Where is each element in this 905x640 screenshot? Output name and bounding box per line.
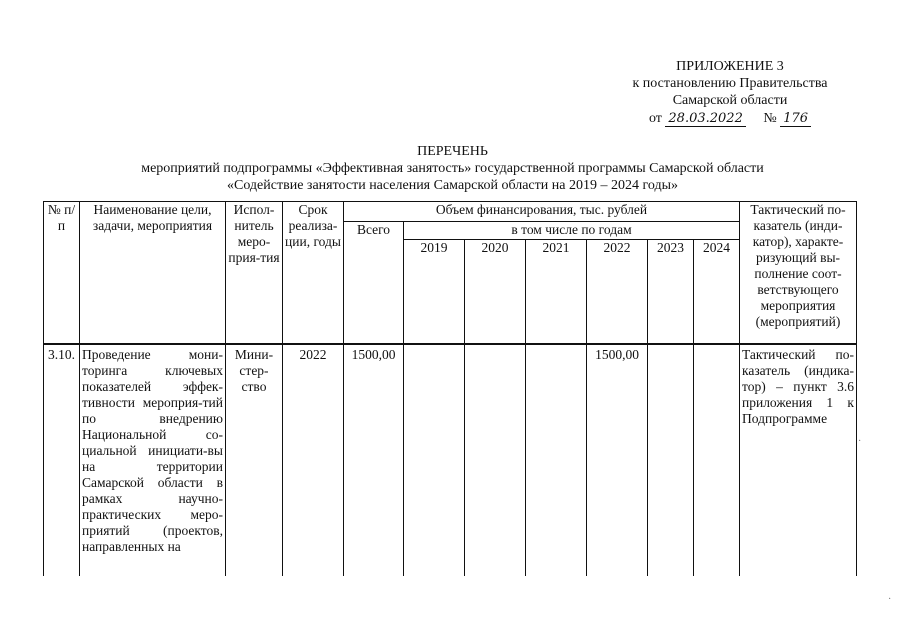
header-total: Всего: [344, 222, 404, 344]
header-term: Срок реализа-ции, годы: [283, 202, 344, 344]
header-year-2019: 2019: [404, 240, 465, 344]
appendix-title: ПРИЛОЖЕНИЕ 3: [676, 59, 784, 74]
row-2020: [465, 344, 526, 576]
date-prefix: от: [648, 111, 662, 126]
row-executor: Мини-стер-ство: [226, 344, 283, 576]
header-year-2020: 2020: [465, 240, 526, 344]
appendix-date-line: [580, 110, 880, 127]
row-2021: [526, 344, 587, 576]
header-year-2023: 2023: [648, 240, 694, 344]
header-num: № п/п: [44, 202, 80, 344]
row-name: Проведение мони-торинга ключевых показателей эффек-тивности мероприя-тий по внедрению Национальной со-циальной инициати-вы на территории Самарской области в рамках научно-практических меро-приятий (проектов, направленных на: [80, 344, 226, 576]
row-2019: [404, 344, 465, 576]
scan-speck: ·: [858, 436, 862, 447]
heading-line-2: «Содействие занятости населения Самарской области на 2019 – 2024 годы»: [227, 178, 678, 193]
number-prefix: №: [763, 111, 777, 126]
handwritten-number: 176: [780, 111, 811, 127]
header-indicator: Тактический по-казатель (инди-катор), характе-ризующий вы-полнение соот-ветствующего мероприятия (мероприятий): [740, 202, 857, 344]
heading-line-1: мероприятий подпрограммы «Эффективная занятость» государственной программы Самарской области: [141, 161, 764, 176]
header-executor: Испол-нитель меро-прия-тия: [226, 202, 283, 344]
row-2024: [694, 344, 740, 576]
row-num: 3.10.: [44, 344, 80, 576]
heading-title: ПЕРЕЧЕНЬ: [417, 144, 488, 159]
appendix-block: [580, 58, 880, 127]
header-year-2021: 2021: [526, 240, 587, 344]
header-year-2024: 2024: [694, 240, 740, 344]
document-heading: [0, 143, 905, 194]
row-term: 2022: [283, 344, 344, 576]
handwritten-date: 28.03.2022: [665, 111, 745, 127]
header-year-2022: 2022: [587, 240, 648, 344]
row-indicator: Тактический по-казатель (индика-тор) – пункт 3.6 приложения 1 к Подпрограмме: [740, 344, 857, 576]
scan-speck: ·: [888, 594, 892, 605]
header-name: Наименование цели, задачи, мероприятия: [80, 202, 226, 344]
row-total: 1500,00: [344, 344, 404, 576]
row-2022: 1500,00: [587, 344, 648, 576]
header-by-years: в том числе по годам: [404, 222, 740, 240]
appendix-line-1: к постановлению Правительства: [632, 76, 828, 91]
activities-table: [43, 201, 857, 576]
appendix-line-2: Самарской области: [672, 93, 788, 108]
header-funding: Объем финансирования, тыс. рублей: [344, 202, 740, 222]
row-2023: [648, 344, 694, 576]
